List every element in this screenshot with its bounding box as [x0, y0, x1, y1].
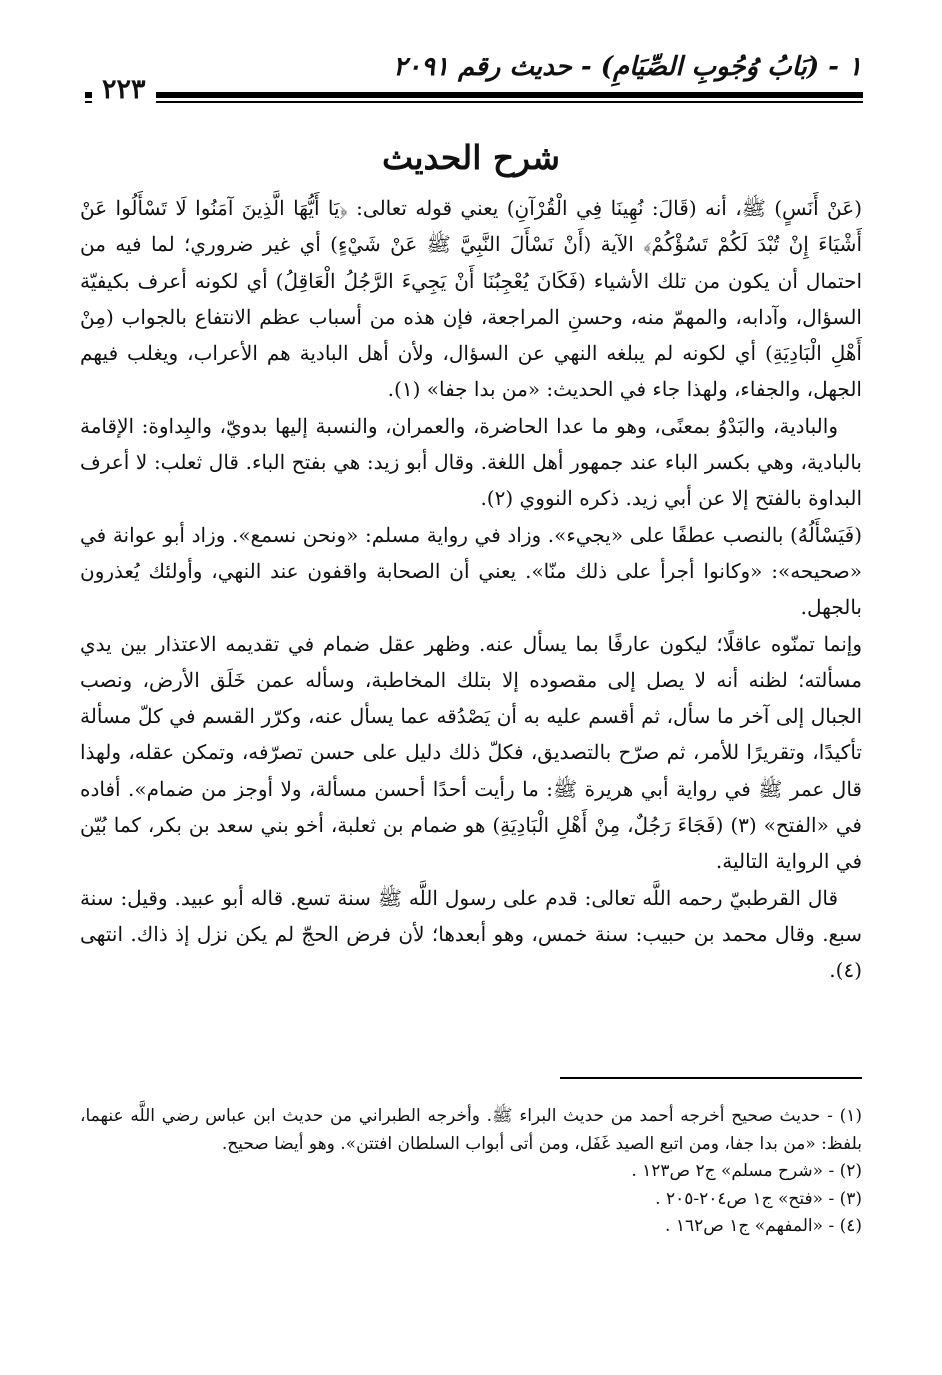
paragraph-5: قال القرطبيّ رحمه اللَّه تعالى: قدم على رسول اللَّه ﷺ سنة تسع. قاله أبو عبيد. وقيل: سنة سبع. وقال محمد بن حبيب: سنة خمس، وهو أبعدها؛ لأن فرض الحجّ لم يكن نزل إذ ذاك. انتهى (٤). [80, 885, 862, 983]
footnote-2: (٢) - «شرح مسلم» ج٢ ص١٢٣ . [631, 1161, 862, 1181]
body-text [80, 190, 862, 989]
page-number: ٢٢٣ [92, 74, 156, 105]
header-rule-thin [85, 101, 863, 103]
section-heading: شرح الحديث [381, 138, 561, 177]
footnote-1: (١) - حديث صحيح أخرجه أحمد من حديث البراء ﷺ. وأخرجه الطبراني من حديث ابن عباس رضي اللَّه عنهما، بلفظ: «من بدا جفا، ومن اتبع الصيد غَفَل، ومن أتى أبواب السلطان افتتن». وهو أيضا صحيح. [80, 1106, 862, 1154]
paragraph-2: والبادية، والبَدْوُ بمعنًى، وهو ما عدا الحاضرة، والعمران، والنسبة إليها بدويّ، والبِداوة: الإقامة بالبادية، وهي بكسر الباء عند جمهور أهل اللغة. وقال أبو زيد: هي بفتح الباء. قال ثعلب: لا أعرف البداوة بالفتح إلا عن أبي زيد. ذكره النووي (٢). [80, 413, 862, 511]
paragraph-4: وإنما تمنّوه عاقلًا؛ ليكون عارفًا بما يسأل عنه. وظهر عقل ضمام في تقديمه الاعتذار بين يدي مسألته؛ لظنه أنه لا يصل إلى مقصوده إلا بتلك المخاطبة، وسأله عمن خَلَق الأرض، ونصب الجبال إلى آخر ما سأل، ثم أقسم عليه به أن يَصْدُقه عما يسأل عنه، وكرّر القسم في كلّ مسألة تأكيدًا، وتقريرًا للأمر، ثم صرّح بالتصديق، فكلّ ذلك دليل على حسن تصرّفه، وتمكن عقله، ولهذا قال عمر ﷺ في رواية أبي هريرة ﷺ: ما رأيت أحدًا أحسن مسألة، ولا أوجز من ضمام». أفاده في «الفتح» (٣) (فَجَاءَ رَجُلٌ، مِنْ أَهْلِ الْبَادِيَةِ) هو ضمام بن ثعلبة، أخو بني سعد بن بكر، كما بُيّن في الرواية التالية. [80, 631, 862, 874]
footnote-divider [560, 1077, 862, 1079]
header-rule-thick [85, 92, 863, 98]
running-head [62, 52, 862, 105]
paragraph-1: (عَنْ أَنَسٍ) ﷺ، أنه (قَالَ: نُهِينَا فِي الْقُرْآنِ) يعني قوله تعالى: ﴿يَا أَيُّهَا الَّذِينَ آمَنُوا لَا تَسْأَلُوا عَنْ أَشْيَاءَ إِنْ تُبْدَ لَكُمْ تَسُؤْكُمْ﴾ الآية (أَنْ نَسْأَلَ النَّبِيَّ ﷺ عَنْ شَيْءٍ) أي غير ضروري؛ لما فيه من احتمال أن يكون من تلك الأشياء (فَكَانَ يُعْجِبُنَا أَنْ يَجِيءَ الرَّجُلُ الْعَاقِلُ) أي لكونه أعرف بكيفيّة السؤال، وآدابه، والمهمّ منه، وحسنِ المراجعة، فإن هذه من أسباب عظم الانتفاع بالجواب (مِنْ أَهْلِ الْبَادِيَةِ) أي لكونه لم يبلغه النهي عن السؤال، ولأن أهل البادية هم الأعراب، ويغلب فيهم الجهل، والجفاء، ولهذا جاء في الحديث: «من بدا جفا» (١). [80, 196, 862, 402]
footnote-3: (٣) - «فتح» ج١ ص٢٠٤-٢٠٥ . [655, 1188, 862, 1209]
running-title: ١ - (بَابُ وُجُوبِ الصِّيَامِ) - حديث رقم ٢٠٩١ [393, 52, 862, 82]
footnotes [80, 1103, 862, 1241]
paragraph-3: (فَيَسْأَلُهُ) بالنصب عطفًا على «يجيء». وزاد في رواية مسلم: «ونحن نسمع». وزاد أبو عوانة في «صحيحه»: «وكانوا أجرأ على ذلك منّا». يعني أن الصحابة واقفون عند النهي، وأولئك يُعذرون بالجهل. [80, 522, 863, 620]
footnote-4: (٤) - «المفهم» ج١ ص١٦٢ . [665, 1216, 862, 1236]
